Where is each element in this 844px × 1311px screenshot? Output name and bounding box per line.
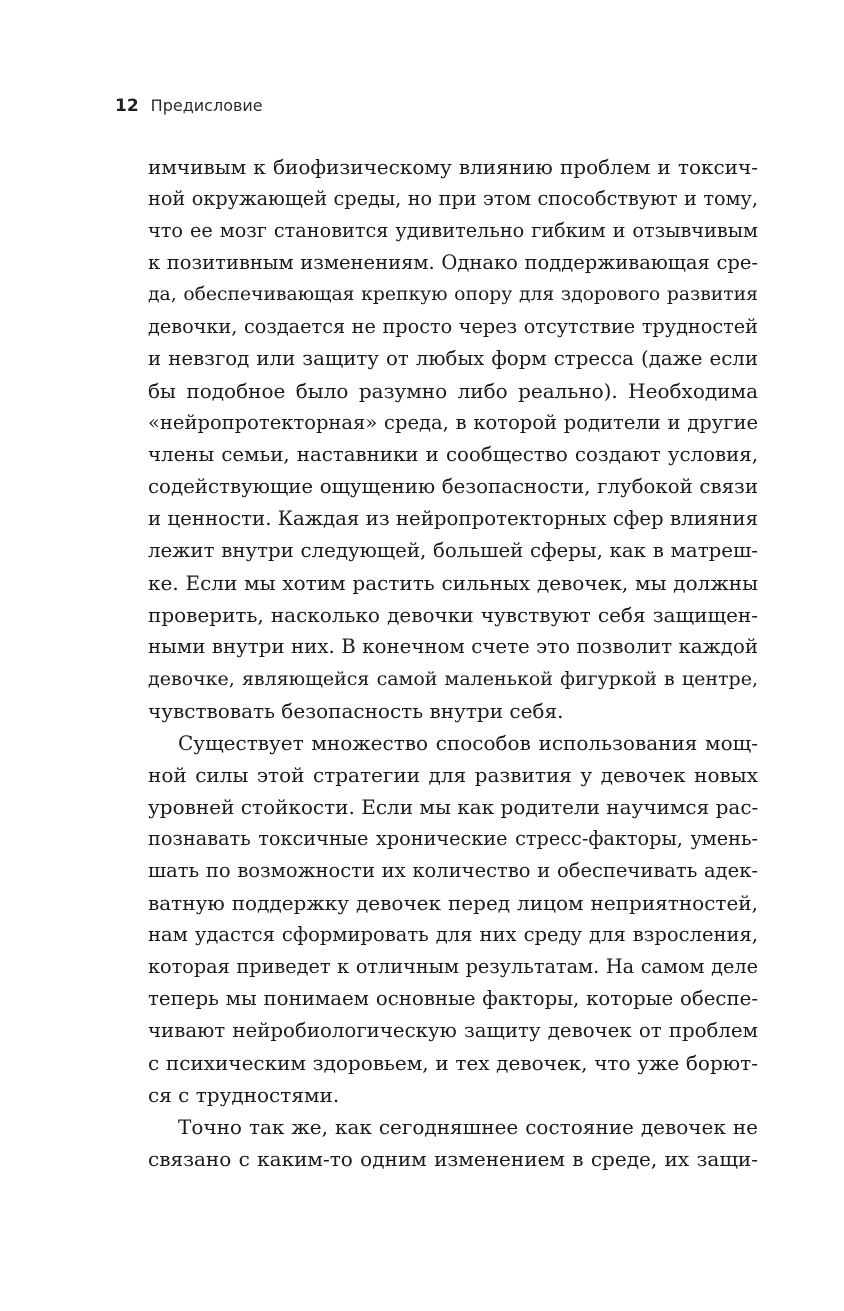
running-header [115, 96, 263, 124]
text-line: проверить, насколько девочки чувствуют себя защищен- [148, 603, 758, 627]
text-line: чувствовать безопасность внутри себя. [148, 699, 564, 723]
text-line: нам удастся сформировать для них среду для взросления, [148, 923, 758, 946]
text-line: ными внутри них. В конечном счете это позволит каждой [148, 635, 758, 658]
text-line: имчивым к биофизическому влиянию проблем и токсич- [148, 155, 758, 179]
text-line: лежит внутри следующей, большей сферы, как в матреш- [148, 539, 758, 562]
text-line: познавать токсичные хронические стресс-факторы, умень- [148, 827, 758, 850]
text-line: члены семьи, наставники и сообщество создают условия, [148, 443, 758, 466]
text-line: ной силы этой стратегии для развития у девочек новых [148, 763, 758, 787]
text-line: теперь мы понимаем основные факторы, которые обеспе- [148, 987, 758, 1010]
running-title: Предисловие [150, 96, 263, 115]
text-line: шать по возможности их количество и обеспечивать адек- [148, 859, 758, 882]
text-line: уровней стойкости. Если мы как родители научимся рас- [148, 795, 759, 819]
paragraph [148, 151, 758, 727]
text-line: чивают нейробиологическую защиту девочек от проблем [148, 1019, 758, 1042]
text-line: «нейропротекторная» среда, в которой родители и другие [148, 411, 758, 434]
text-line: ке. Если мы хотим растить сильных девочек, мы должны [148, 571, 758, 595]
text-line: к позитивным изменениям. Однако поддерживающая сре- [148, 251, 758, 274]
text-line: да, обеспечивающая крепкую опору для здорового развития [148, 284, 758, 305]
paragraph [148, 727, 758, 1111]
text-line: и ценности. Каждая из нейропротекторных сфер влияния [148, 507, 759, 530]
text-line: девочки, создается не просто через отсутствие трудностей [148, 315, 758, 338]
text-line: девочке, являющейся самой маленькой фигуркой в центре, [148, 668, 758, 690]
text-line: с психическим здоровьем, и тех девочек, что уже борют- [148, 1051, 758, 1075]
paragraph [148, 1111, 758, 1175]
text-line: и невзгод или защиту от любых форм стресса (даже если [148, 347, 758, 370]
text-line: которая приведет к отличным результатам. На самом деле [148, 955, 758, 978]
text-line: содействующие ощущению безопасности, глубокой связи [148, 475, 758, 498]
body-text [148, 151, 758, 1175]
text-line: Существует множество способов использования мощ- [178, 731, 758, 755]
text-line: ной окружающей среды, но при этом способствуют и тому, [148, 187, 758, 210]
text-line: ся с трудностями. [148, 1083, 340, 1107]
text-line: что ее мозг становится удивительно гибким и отзывчивым [148, 219, 758, 242]
page-number: 12 [115, 96, 139, 116]
text-line: Точно так же, как сегодняшнее состояние девочек не [178, 1115, 758, 1139]
text-line: ватную поддержку девочек перед лицом неприятностей, [148, 891, 758, 915]
text-line: бы подобное было разумно либо реально). Необходима [148, 379, 758, 403]
text-line: связано с каким-то одним изменением в среде, их защи- [148, 1147, 758, 1171]
